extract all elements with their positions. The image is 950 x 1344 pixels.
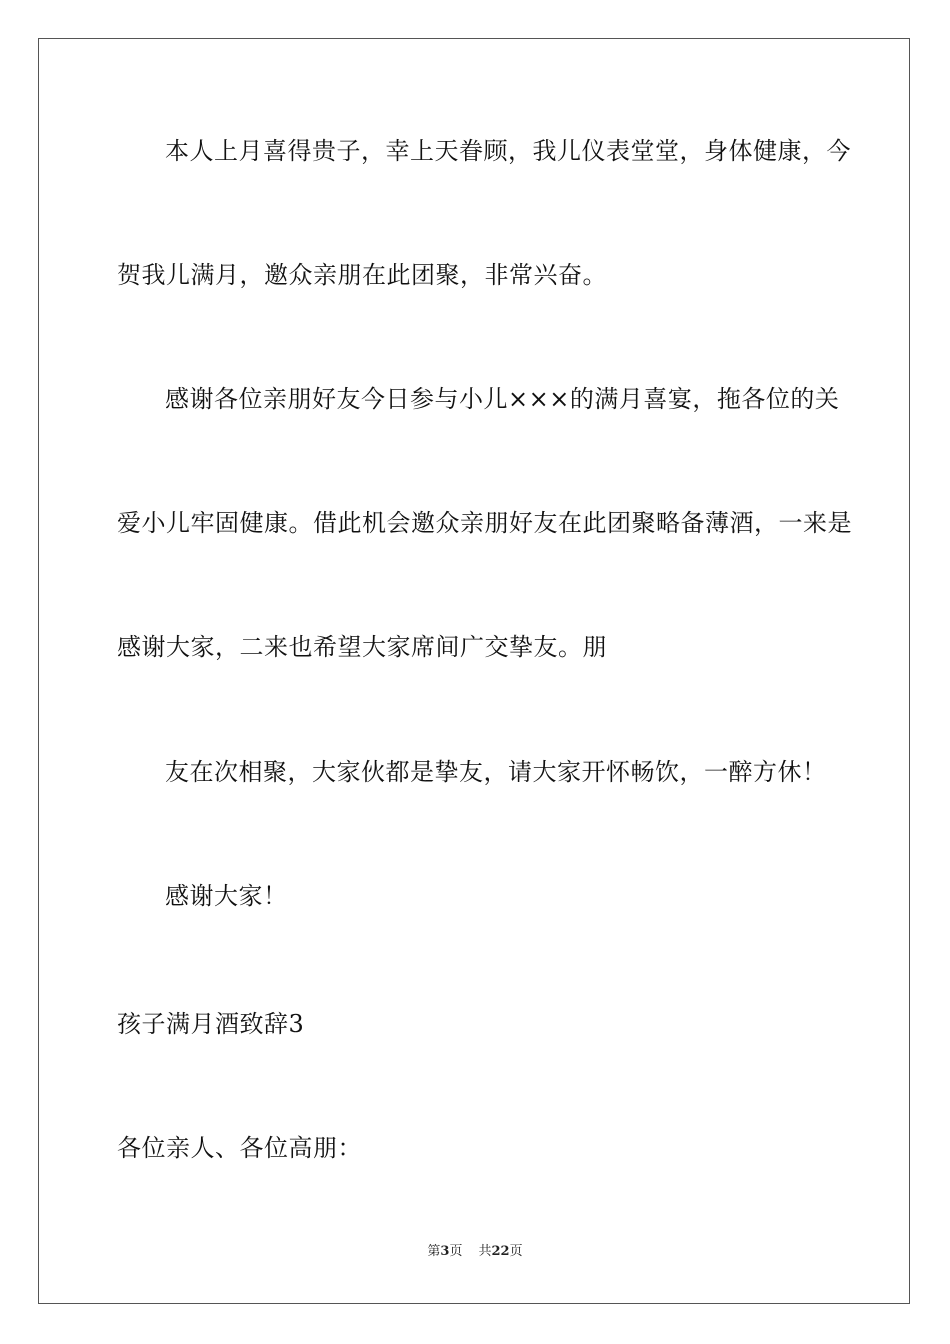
footer-total-pages: 22	[491, 1244, 510, 1259]
footer-page-number: 3	[440, 1244, 450, 1259]
paragraph-line-2: 贺我儿满月，邀众亲朋在此团聚，非常兴奋。	[117, 261, 607, 289]
footer-total-suffix: 页	[509, 1244, 523, 1259]
page-border	[38, 38, 910, 1304]
footer-total-prefix: 共	[478, 1244, 492, 1259]
paragraph-line-4: 爱小儿牢固健康。借此机会邀众亲朋好友在此团聚略备薄酒，一来是	[117, 509, 852, 537]
footer-page-suffix: 页	[449, 1244, 463, 1259]
page-footer	[0, 1243, 950, 1261]
paragraph-line-1: 本人上月喜得贵子，幸上天眷顾，我儿仪表堂堂，身体健康，今	[165, 137, 851, 165]
salutation-line: 各位亲人、各位高朋：	[117, 1134, 362, 1162]
paragraph-line-7: 感谢大家！	[165, 882, 288, 910]
paragraph-line-3: 感谢各位亲朋好友今日参与小儿×××的满月喜宴，拖各位的关	[165, 385, 840, 413]
paragraph-line-6: 友在次相聚，大家伙都是挚友，请大家开怀畅饮，一醉方休！	[165, 758, 827, 786]
paragraph-line-5: 感谢大家，二来也希望大家席间广交挚友。朋	[117, 633, 607, 661]
section-heading: 孩子满月酒致辞3	[117, 1010, 305, 1038]
footer-page-prefix: 第	[427, 1244, 441, 1259]
